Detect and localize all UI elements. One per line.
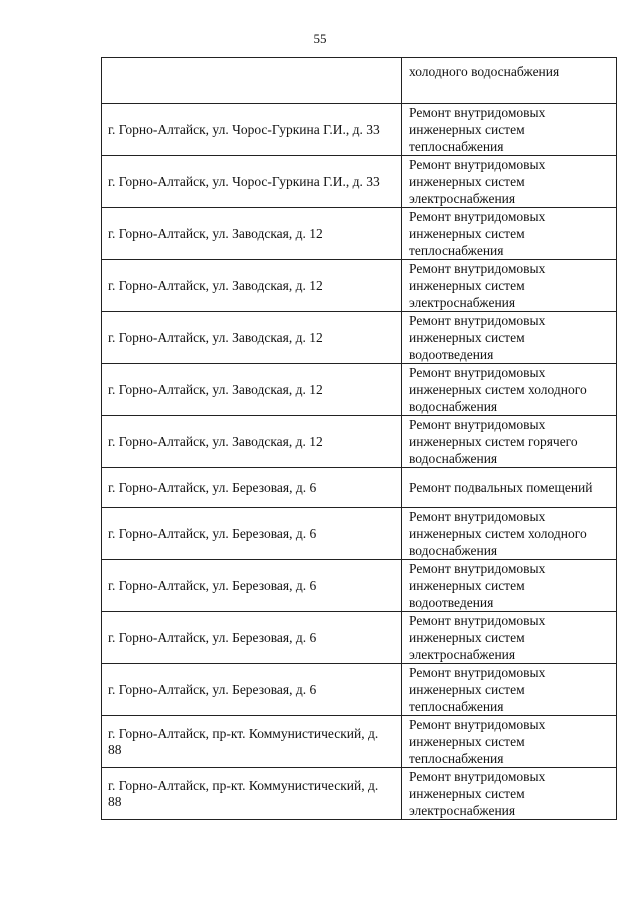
work-cell: Ремонт внутридомовых инженерных систем холодного водоснабжения: [402, 508, 617, 560]
table-row: [102, 716, 617, 768]
work-cell: Ремонт внутридомовых инженерных систем водоотведения: [402, 560, 617, 612]
address-cell: г. Горно-Алтайск, ул. Чорос-Гуркина Г.И., д. 33: [102, 104, 402, 156]
table-row: [102, 208, 617, 260]
address-cell: г. Горно-Алтайск, ул. Заводская, д. 12: [102, 260, 402, 312]
address-cell: г. Горно-Алтайск, ул. Березовая, д. 6: [102, 508, 402, 560]
address-cell: г. Горно-Алтайск, пр-кт. Коммунистический, д. 88: [102, 716, 402, 768]
work-cell: Ремонт внутридомовых инженерных систем электроснабжения: [402, 156, 617, 208]
table-row: [102, 612, 617, 664]
table-row: [102, 468, 617, 508]
work-cell: Ремонт внутридомовых инженерных систем водоотведения: [402, 312, 617, 364]
work-cell: Ремонт подвальных помещений: [402, 468, 617, 508]
work-cell: Ремонт внутридомовых инженерных систем горячего водоснабжения: [402, 416, 617, 468]
work-cell: Ремонт внутридомовых инженерных систем электроснабжения: [402, 612, 617, 664]
address-cell: г. Горно-Алтайск, ул. Заводская, д. 12: [102, 208, 402, 260]
work-cell: Ремонт внутридомовых инженерных систем электроснабжения: [402, 260, 617, 312]
address-cell: г. Горно-Алтайск, ул. Чорос-Гуркина Г.И., д. 33: [102, 156, 402, 208]
table-row: [102, 364, 617, 416]
page-number: 55: [313, 31, 327, 46]
address-cell: г. Горно-Алтайск, ул. Березовая, д. 6: [102, 468, 402, 508]
table-row: [102, 416, 617, 468]
work-cell: Ремонт внутридомовых инженерных систем холодного водоснабжения: [402, 364, 617, 416]
work-cell: Ремонт внутридомовых инженерных систем теплоснабжения: [402, 664, 617, 716]
work-cell: Ремонт внутридомовых инженерных систем теплоснабжения: [402, 208, 617, 260]
table-row: [102, 156, 617, 208]
work-cell: Ремонт внутридомовых инженерных систем теплоснабжения: [402, 104, 617, 156]
address-cell: г. Горно-Алтайск, ул. Заводская, д. 12: [102, 312, 402, 364]
works-table: [101, 57, 617, 820]
work-cell: Ремонт внутридомовых инженерных систем теплоснабжения: [402, 716, 617, 768]
address-cell: г. Горно-Алтайск, ул. Березовая, д. 6: [102, 560, 402, 612]
address-cell: [102, 58, 402, 104]
table-row: [102, 58, 617, 104]
work-cell: Ремонт внутридомовых инженерных систем электроснабжения: [402, 768, 617, 820]
table-row: [102, 508, 617, 560]
table-row: [102, 312, 617, 364]
address-cell: г. Горно-Алтайск, ул. Заводская, д. 12: [102, 416, 402, 468]
address-cell: г. Горно-Алтайск, ул. Заводская, д. 12: [102, 364, 402, 416]
table-row: [102, 260, 617, 312]
address-cell: г. Горно-Алтайск, ул. Березовая, д. 6: [102, 612, 402, 664]
table-row: [102, 560, 617, 612]
table-row: [102, 664, 617, 716]
table-row: [102, 768, 617, 820]
table-row: [102, 104, 617, 156]
work-cell: холодного водоснабжения: [402, 58, 617, 104]
address-cell: г. Горно-Алтайск, пр-кт. Коммунистический, д. 88: [102, 768, 402, 820]
address-cell: г. Горно-Алтайск, ул. Березовая, д. 6: [102, 664, 402, 716]
